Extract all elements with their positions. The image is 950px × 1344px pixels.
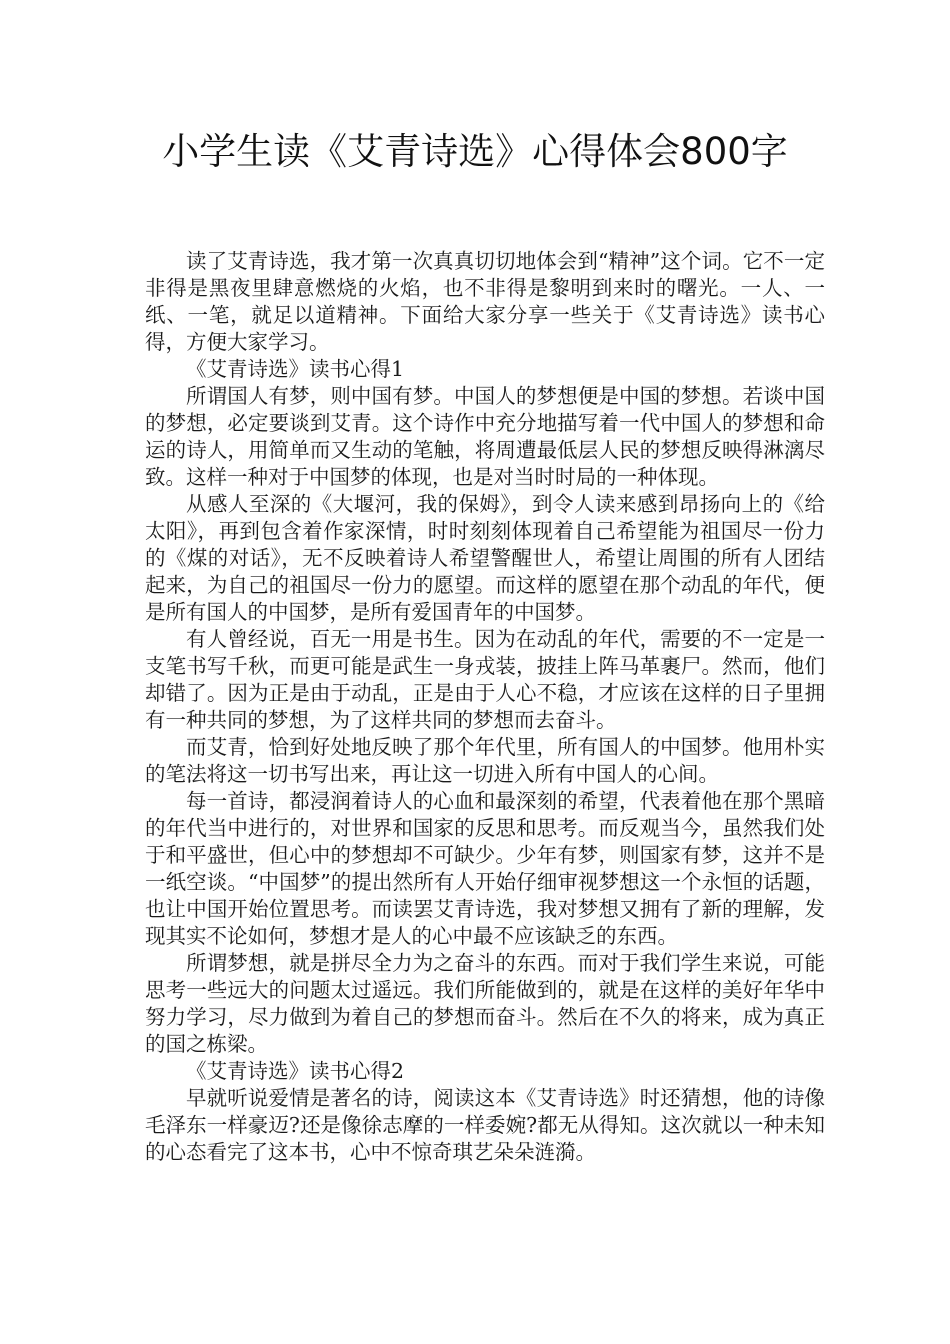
body-paragraph: 所谓梦想，就是拼尽全力为之奋斗的东西。而对于我们学生来说，可能思考一些远大的问题太过遥远。我们所能做到的，就是在这样的美好年华中努力学习，尽力做到为着自己的梦想而奋斗。然后在不久的将来，成为真正的国之栋梁。 — [145, 951, 825, 1056]
section-heading-2: 《艾青诗选》读书心得2 — [186, 1059, 405, 1083]
body-paragraph: 有人曾经说，百无一用是书生。因为在动乱的年代，需要的不一定是一支笔书写千秋，而更可能是武生一身戎装，披挂上阵马革裹尸。然而，他们却错了。因为正是由于动乱，正是由于人心不稳，才应该在这样的日子里拥有一种共同的梦想，为了这样共同的梦想而去奋斗。 — [145, 627, 825, 732]
section-heading-1: 《艾青诗选》读书心得1 — [186, 357, 405, 381]
document-title: 小学生读《艾青诗选》心得体会800字 — [162, 130, 788, 173]
document-body — [145, 248, 825, 1166]
body-paragraph: 从感人至深的《大堰河，我的保姆》，到令人读来感到昂扬向上的《给太阳》，再到包含着作家深情，时时刻刻体现着自己希望能为祖国尽一份力的《煤的对话》，无不反映着诗人希望警醒世人，希望让周围的所有人团结起来，为自己的祖国尽一份力的愿望。而这样的愿望在那个动乱的年代，便是所有国人的中国梦，是所有爱国青年的中国梦。 — [145, 492, 825, 624]
body-paragraph: 早就听说爱情是著名的诗，阅读这本《艾青诗选》时还猜想，他的诗像毛泽东一样豪迈?还是像徐志摩的一样委婉?都无从得知。这次就以一种未知的心态看完了这本书，心中不惊奇琪艺朵朵涟漪。 — [145, 1086, 825, 1164]
body-paragraph: 所谓国人有梦，则中国有梦。中国人的梦想便是中国的梦想。若谈中国的梦想，必定要谈到艾青。这个诗作中充分地描写着一代中国人的梦想和命运的诗人，用简单而又生动的笔触，将周遭最低层人民的梦想反映得淋漓尽致。这样一种对于中国梦的体现，也是对当时时局的一种体现。 — [145, 384, 825, 489]
body-paragraph: 每一首诗，都浸润着诗人的心血和最深刻的希望，代表着他在那个黑暗的年代当中进行的，对世界和国家的反思和思考。而反观当今，虽然我们处于和平盛世，但心中的梦想却不可缺少。少年有梦，则国家有梦，这并不是一纸空谈。“中国梦”的提出然所有人开始仔细审视梦想这一个永恒的话题，也让中国开始位置思考。而读罢艾青诗选，我对梦想又拥有了新的理解，发现其实不论如何，梦想才是人的心中最不应该缺乏的东西。 — [145, 789, 825, 948]
intro-paragraph: 读了艾青诗选，我才第一次真真切切地体会到“精神”这个词。它不一定非得是黑夜里肆意燃烧的火焰，也不非得是黎明到来时的曙光。一人、一纸、一笔，就足以道精神。下面给大家分享一些关于《艾青诗选》读书心得，方便大家学习。 — [145, 249, 825, 354]
body-paragraph: 而艾青，恰到好处地反映了那个年代里，所有国人的中国梦。他用朴实的笔法将这一切书写出来，再让这一切进入所有中国人的心间。 — [145, 735, 825, 786]
